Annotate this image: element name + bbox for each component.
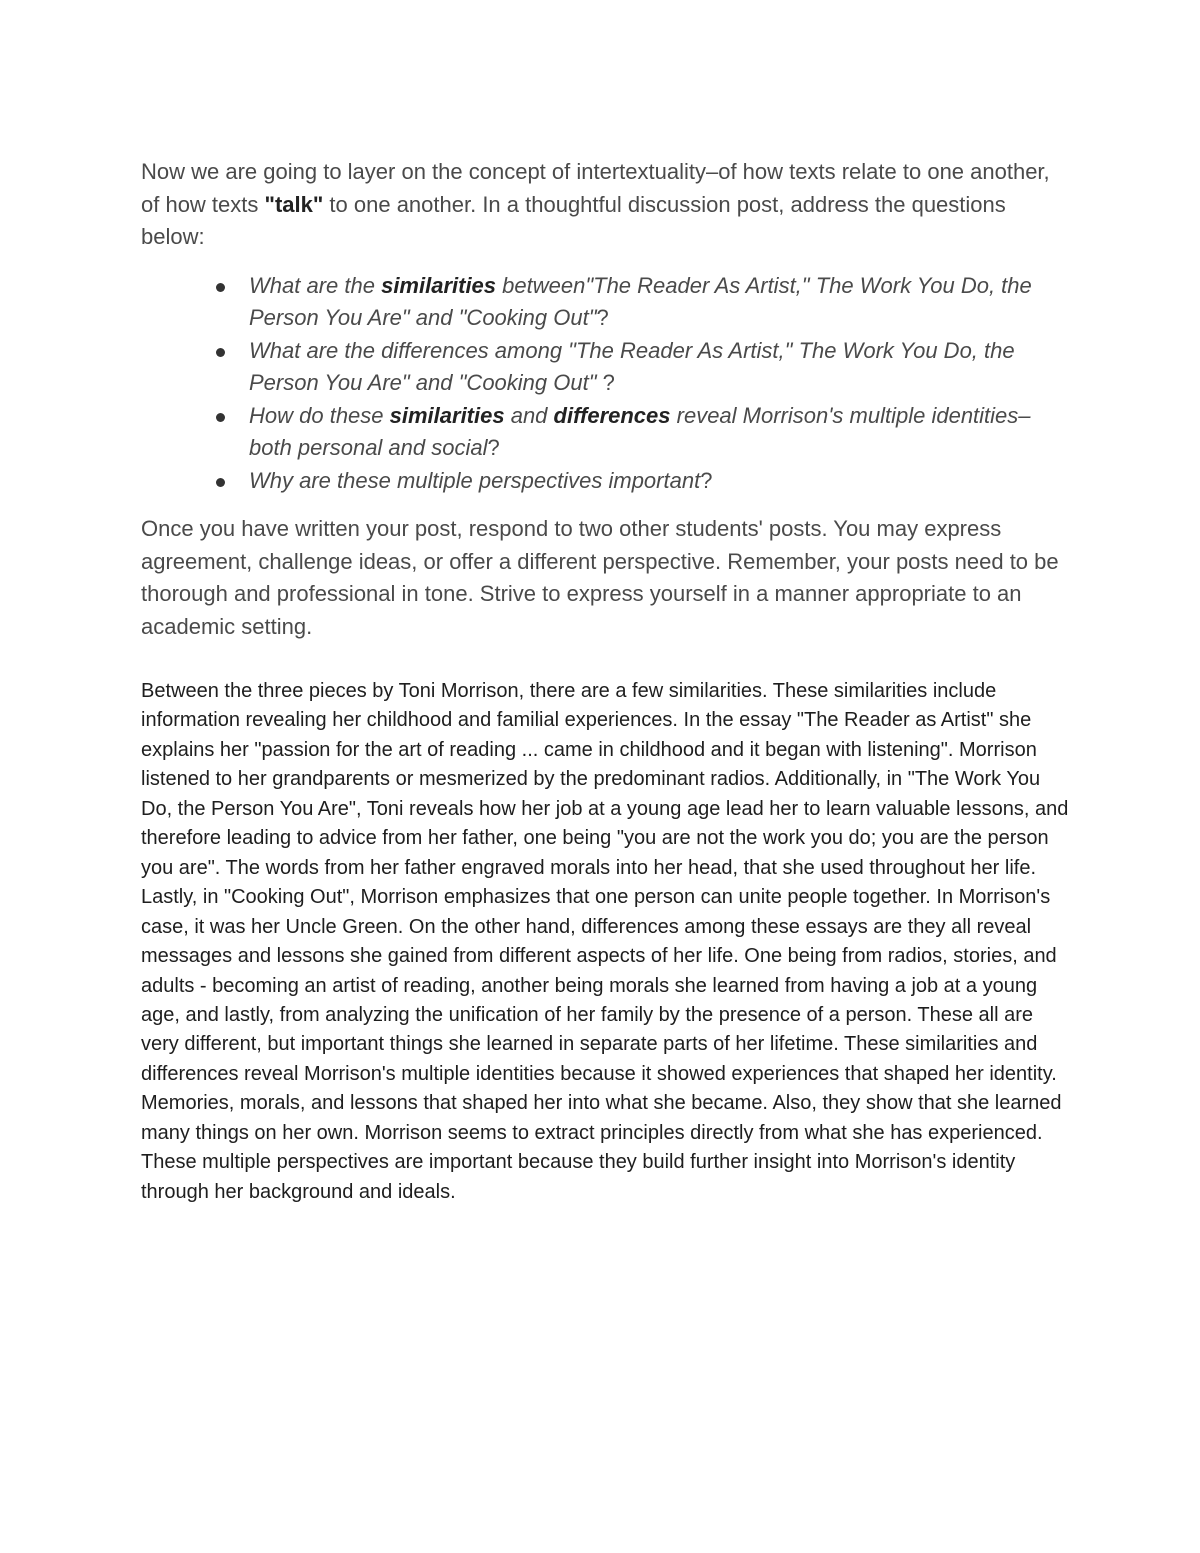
question-text: Why are these multiple perspectives important [249,467,701,493]
assignment-prompt [141,156,1071,643]
prompt-intro-part-1: Now we are going to layer on the concept of intertextuality–of how texts relate to one another, of how texts [141,159,1050,217]
question-text: and [504,402,554,428]
student-response: Between the three pieces by Toni Morrison, there are a few similarities. These similarities include information revealing her childhood and familial experiences. In the essay "The Reader as Artist" she explains her "passion for the art of reading ... came in childhood and it began with listening". Morrison listened to her grandparents or mesmerized by the predominant radios. Additionally, in "The Work You Do, the Person You Are", Toni reveals how her job at a young age lead her to learn valuable lessons, and therefore leading to advice from her father, one being "you are not the work you do; you are the person you are". The words from her father engraved morals into her head, that she used throughout her life. Lastly, in "Cooking Out", Morrison emphasizes that one person can unite people together. In Morrison's case, it was her Uncle Green. On the other hand, differences among these essays are they all reveal messages and lessons she gained from different aspects of her life. One being from radios, stories, and adults - becoming an artist of reading, another being morals she learned from having a job at a young age, and lastly, from analyzing the unification of her family by the presence of a person. These all are very different, but important things she learned in separate parts of her lifetime. These similarities and differences reveal Morrison's multiple identities because it showed experiences that shaped her identity. Memories, morals, and lessons that shaped her into what she became. Also, they show that she learned many things on her own. Morrison seems to extract principles directly from what she has experienced. These multiple perspectives are important because they build further insight into Morrison's identity through her background and ideals. [141,680,1069,1203]
bullet-icon [216,478,225,487]
bullet-icon [216,413,225,422]
question-item [141,270,1071,335]
question-item [141,400,1071,465]
question-mark: ? [700,467,713,493]
question-text: How do these [249,402,390,428]
bullet-icon [216,283,225,292]
prompt-intro-bold-talk: "talk" [264,191,324,217]
question-emphasis: similarities [381,272,497,298]
bullet-icon [216,348,225,357]
question-mark: ? [602,370,615,395]
prompt-intro [141,156,1071,254]
question-text: reveal Morrison's multiple identities–both personal and social [249,402,1031,460]
question-list [141,270,1071,498]
question-text: between"The Reader As Artist," The Work You Do, the Person You Are" and "Cooking Out" [249,272,1032,330]
question-emphasis: differences [553,402,671,428]
prompt-intro-part-2: to one another. In a thoughtful discussion post, address the questions below: [141,191,1006,249]
question-emphasis: similarities [389,402,505,428]
question-text: What are the [249,272,382,298]
question-item [141,335,1071,400]
question-mark: ? [596,305,609,330]
question-mark: ? [487,435,500,460]
prompt-closing: Once you have written your post, respond to two other students' posts. You may express agreement, challenge ideas, or offer a different perspective. Remember, your posts need to be thorough and professional in tone. Strive to express yourself in a manner appropriate to an academic setting. [141,516,1059,639]
question-item [141,465,1071,498]
question-text: What are the differences among "The Reader As Artist," The Work You Do, the Person You Are" and "Cooking Out" [249,337,1015,395]
